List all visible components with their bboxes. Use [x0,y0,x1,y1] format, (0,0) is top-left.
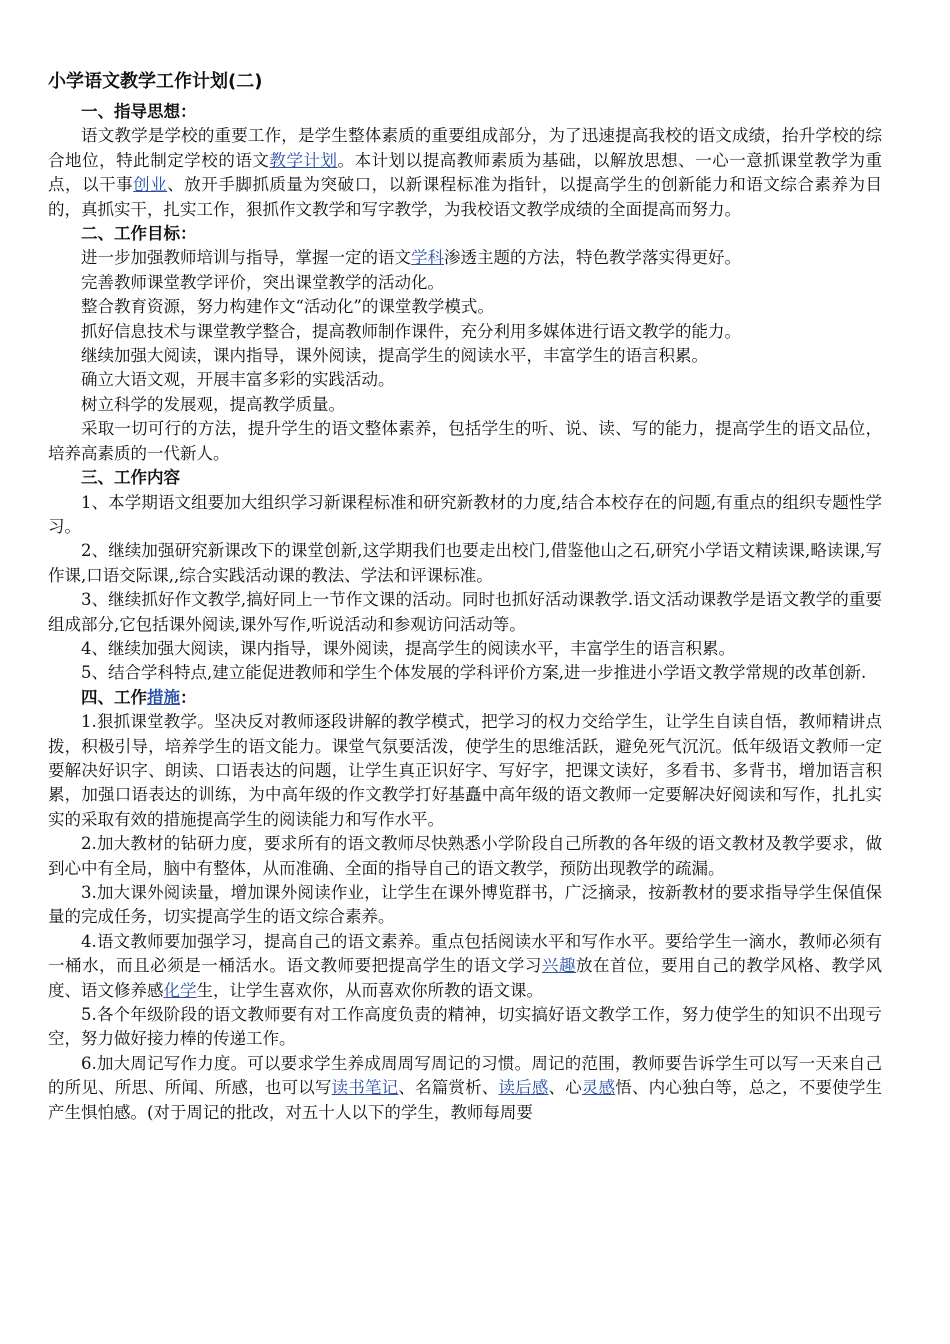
text-run: 3.加大课外阅读量，增加课外阅读作业，让学生在课外博览群书，广泛摘录，按新教材的要求指导学生保值保量的完成任务，切实提高学生的语文综合素养。 [48,883,882,927]
text-run: 一、指导思想： [81,102,197,121]
text-run: 2、继续加强研究新课改下的课堂创新,这学期我们也要走出校门,借鉴他山之石,研究小学语文精读课,略读课,写作课,口语交际课,,综合实践活动课的教法、学法和评课标准。 [48,541,882,585]
paragraph [48,368,882,392]
text-run: 生，让学生喜欢你，从而喜欢你所教的语文课。 [196,980,543,1000]
text-run: 三、工作内容 [81,468,180,488]
paragraph [48,1003,882,1052]
text-run: 继续加强大阅读，课内指导，课外阅读，提高学生的阅读水平，丰富学生的语言积累。 [81,346,708,366]
section-heading [48,222,882,246]
inline-link[interactable]: 兴趣 [541,956,576,976]
paragraph [48,271,882,295]
text-run: ： [180,687,197,707]
document-page [48,68,882,1125]
text-run: 整合教育资源，努力构建作文“活动化”的课堂教学模式。 [81,297,494,317]
paragraph [48,881,882,930]
text-run: 1.狠抓课堂教学。坚决反对教师逐段讲解的教学模式，把学习的权力交给学生，让学生自读自悟，教师精讲点拨，积极引导，培养学生的语文能力。课堂气氛要活泼，使学生的思维活跃，避免死气沉沉。低年级语文教师一定要解决好识字、朗读、口语表达的问题，让学生真正识好字、写好字，把课文读好，多看书、多背书，增加语言积累，加强口语表达的训练，为中高年级的作文教学打好基矗中高年级的语文教师一定要解决好阅读和写作，扎扎实实的采取有效的措施提高学生的阅读能力和写作水平。 [48,712,882,829]
paragraph [48,295,882,319]
paragraph [48,539,882,588]
text-run: 采取一切可行的方法，提升学生的语文整体素养，包括学生的听、说、读、写的能力，提高学生的语文品位，培养高素质的一代新人。 [48,419,882,463]
text-run: 6.加大周记写作力度。可以要求学生养成周周写周记的习惯。周记的范围，教师要告诉学生可以写一天来自己的所见、所思、所闻、所感，也可以写 [48,1053,882,1098]
text-run: 5.各个年级阶段的语文教师要有对工作高度负责的精神，切实搞好语文教学工作，努力使学生的知识不出现亏空，努力做好接力棒的传递工作。 [48,1005,882,1049]
document-body [48,100,882,1125]
paragraph [48,320,882,344]
paragraph [48,930,882,1003]
text-run: 、心 [548,1078,582,1098]
inline-link[interactable]: 创业 [133,175,168,195]
text-run: 4.语文教师要加强学习，提高自己的语文素养。重点包括阅读水平和写作水平。要给学生一滴水，教师必须有一桶水，而且必须是一桶活水。语文教师要把提高学生的语文学习 [48,931,882,976]
text-run: 渗透主题的方法，特色教学落实得更好。 [444,248,741,268]
paragraph [48,491,882,540]
section-heading [48,686,882,710]
paragraph [48,588,882,637]
text-run: 抓好信息技术与课堂教学整合，提高教师制作课件，充分利用多媒体进行语文教学的能力。 [81,321,741,341]
text-run: 、名篇赏析、 [398,1078,499,1098]
inline-link[interactable]: 读后感 [498,1078,549,1098]
section-heading [48,466,882,490]
text-run: 1、本学期语文组要加大组织学习新课程标准和研究新教材的力度,结合本校存在的问题,有重点的组织专题性学习。 [48,492,882,536]
text-run: 。本计划以提高教师素质为基础，以解放思想、一心一意抓课堂教学为重点，以干事 [48,150,882,195]
text-run: 3、继续抓好作文教学,搞好同上一节作文课的活动。同时也抓好活动课教学.语文活动课教学是语文教学的重要组成部分,它包括课外阅读,课外写作,听说活动和参观访问活动等。 [48,590,882,634]
text-run: 进一步加强教师培训与指导，掌握一定的语文 [81,248,411,268]
inline-link[interactable]: 灵感 [581,1078,616,1098]
paragraph [48,832,882,881]
paragraph [48,393,882,417]
inline-link[interactable]: 教学计划 [269,150,338,170]
text-run: 放在首位，要用自己的教学风格、教学风度、语文修养感 [48,956,882,1000]
text-run: 5、结合学科特点,建立能促进教师和学生个体发展的学科评价方案,进一步推进小学语文教学常规的改革创新. [81,663,867,683]
text-run: 树立科学的发展观，提高教学质量。 [81,394,345,414]
paragraph [48,344,882,368]
paragraph [48,661,882,685]
inline-link[interactable]: 化学 [163,980,197,1000]
text-run: 、放开手脚抓质量为突破口，以新课程标准为指针，以提高学生的创新能力和语文综合素养为目的，真抓实干，扎实工作，狠抓作文教学和写字教学，为我校语文教学成绩的全面提高而努力。 [48,175,882,219]
text-run: 悟、内心独白等，总之，不要使学生产生惧怕感。(对于周记的批改，对五十人以下的学生，教师每周要 [48,1078,883,1122]
text-run: 完善教师课堂教学评价，突出课堂教学的活动化。 [81,272,444,292]
text-run: 二、工作目标： [81,224,197,244]
paragraph [48,637,882,661]
text-run: 确立大语文观，开展丰富多彩的实践活动。 [81,370,395,390]
text-run: 四、工作 [81,687,147,707]
section-heading [48,100,882,124]
inline-link[interactable]: 学科 [411,248,444,268]
paragraph [48,1052,882,1125]
inline-link[interactable]: 读书笔记 [331,1078,399,1098]
inline-link[interactable]: 措施 [147,687,180,707]
text-run: 2.加大教材的钻研力度，要求所有的语文教师尽快熟悉小学阶段自己所教的各年级的语文教材及教学要求，做到心中有全局，脑中有整体，从而准确、全面的指导自己的语文教学，预防出现教学的疏漏。 [48,834,882,878]
paragraph [48,710,882,832]
paragraph [48,246,882,270]
paragraph [48,124,882,222]
paragraph [48,417,882,466]
text-run: 语文教学是学校的重要工作，是学生整体素质的重要组成部分，为了迅速提高我校的语文成绩，抬升学校的综合地位，特此制定学校的语文 [48,126,882,170]
text-run: 4、继续加强大阅读，课内指导，课外阅读，提高学生的阅读水平，丰富学生的语言积累。 [81,638,735,658]
document-title: 小学语文教学工作计划(二) [48,71,263,92]
